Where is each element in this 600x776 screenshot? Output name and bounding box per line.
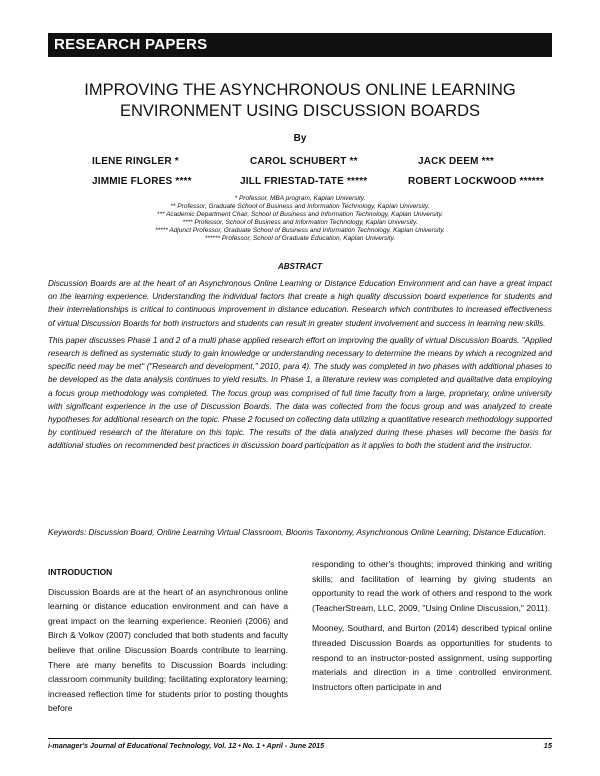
affiliation-3: *** Academic Department Chair, School of Business and Information Technology, Kaplan University.: [156, 211, 444, 218]
right-paragraph-1: responding to other's thoughts; improved thinking and writing skills; and facilitation of learning by giving students an opportunity to read the work of others and respond to the work (TeacherStream, LLC, 2009, "Using Online Discussion," 2011).: [312, 559, 552, 613]
author-5: JILL FRIESTAD-TATE *****: [240, 176, 368, 187]
affiliations: [60, 195, 540, 243]
author-2: CAROL SCHUBERT **: [250, 156, 358, 167]
paper-title-line-1: IMPROVING THE ASYNCHRONOUS ONLINE LEARNING: [84, 81, 516, 99]
affiliation-4: **** Professor, School of Business and Information Technology, Kaplan University.: [182, 219, 418, 226]
author-4: JIMMIE FLORES ****: [92, 176, 192, 187]
author-3: JACK DEEM ***: [418, 156, 494, 167]
introduction-paragraph: Discussion Boards are at the heart of an asynchronous online learning or distance education environment and can have a great impact on the learning experience. Reonieri (2006) and Birch & Volkov (2007) concluded that both students and faculty believe that online Discussion Boards contribute to learning. There are many benefits to Discussion Boards including: classroom community building; facilitating exploratory learning; increased reflection time for students prior to posting thoughts before: [48, 586, 288, 714]
footer-divider: [48, 738, 552, 739]
paper-title-line-2: ENVIRONMENT USING DISCUSSION BOARDS: [120, 102, 480, 120]
by-label: By: [293, 133, 307, 144]
right-paragraph-2: Mooney, Southard, and Burton (2014) described typical online threaded Discussion Boards as opportunities for students to respond to an instructor-posted assignment, using supporting materials and direction in a time controlled environment. Instructors often participate in and: [312, 623, 552, 692]
affiliation-6: ****** Professor, School of Graduate Education, Kaplan University.: [204, 235, 396, 242]
left-column: [48, 565, 288, 722]
affiliation-1: * Professor, MBA program, Kaplan University.: [234, 195, 366, 202]
section-banner-label: RESEARCH PAPERS: [54, 36, 208, 53]
abstract-body: [48, 277, 552, 457]
affiliation-5: ***** Adjunct Professor, Graduate School of Business and Information Technology, Kaplan University.: [155, 227, 445, 234]
affiliation-2: ** Professor, Graduate School of Business and Information Technology, Kaplan University.: [170, 203, 430, 210]
keywords: Keywords: Discussion Board, Online Learning Virtual Classroom, Blooms Taxonomy, Asynchronous Online Learning, Distance Education.: [48, 528, 546, 537]
abstract-heading: ABSTRACT: [278, 262, 322, 271]
author-6: ROBERT LOCKWOOD ******: [408, 176, 545, 187]
page-number: 15: [543, 741, 552, 750]
right-column: [312, 557, 552, 700]
section-banner: [48, 33, 552, 57]
introduction-heading: INTRODUCTION: [48, 567, 113, 577]
journal-citation: i-manager's Journal of Educational Technology, Vol. 12 • No. 1 • April - June 2015: [48, 741, 325, 750]
paper-title: [60, 80, 540, 122]
abstract-paragraph-1: Discussion Boards are at the heart of an Asynchronous Online Learning or Distance Education Environment and can have a great impact on the learning experience. Understanding the individual factors that create a high quality discussion board experience for students and their interrelationships is critical to continuous improvement in distance education. Research which contributes to increased effectiveness of virtual Discussion Boards for both instructors and students can result in greater student involvement and success in learning new skills.: [48, 279, 552, 328]
abstract-paragraph-2: This paper discusses Phase 1 and 2 of a multi phase applied research effort on improving the quality of virtual Discussion Boards. "Applied research is defined as systematic study to gain knowledge or understanding necessary to determine the means by which a recognized and specific need may be met" ("Research and development," 2010, para 4). The study was completed in two phases with additional phases to be developed as the data analysis continues to yield results. In Phase 1, a literature review was completed and qualitative data employing a focus group methodology was completed. The focus group was comprised of full time faculty from a large, proprietary, online university with significant experience in the use of Discussion Boards. The data was collected from the focus group and was analyzed to create hypotheses for additional research on the topic. Phase 2 focused on collecting data utilizing a quantitative research methodology supported by continued research of the literature on this topic. The results of the data analyzed during these phases will become the basis for additional studies on recommended best practices in discussion board participation as it applies to both the student and the instructor.: [48, 335, 552, 451]
author-1: ILENE RINGLER *: [92, 156, 179, 167]
